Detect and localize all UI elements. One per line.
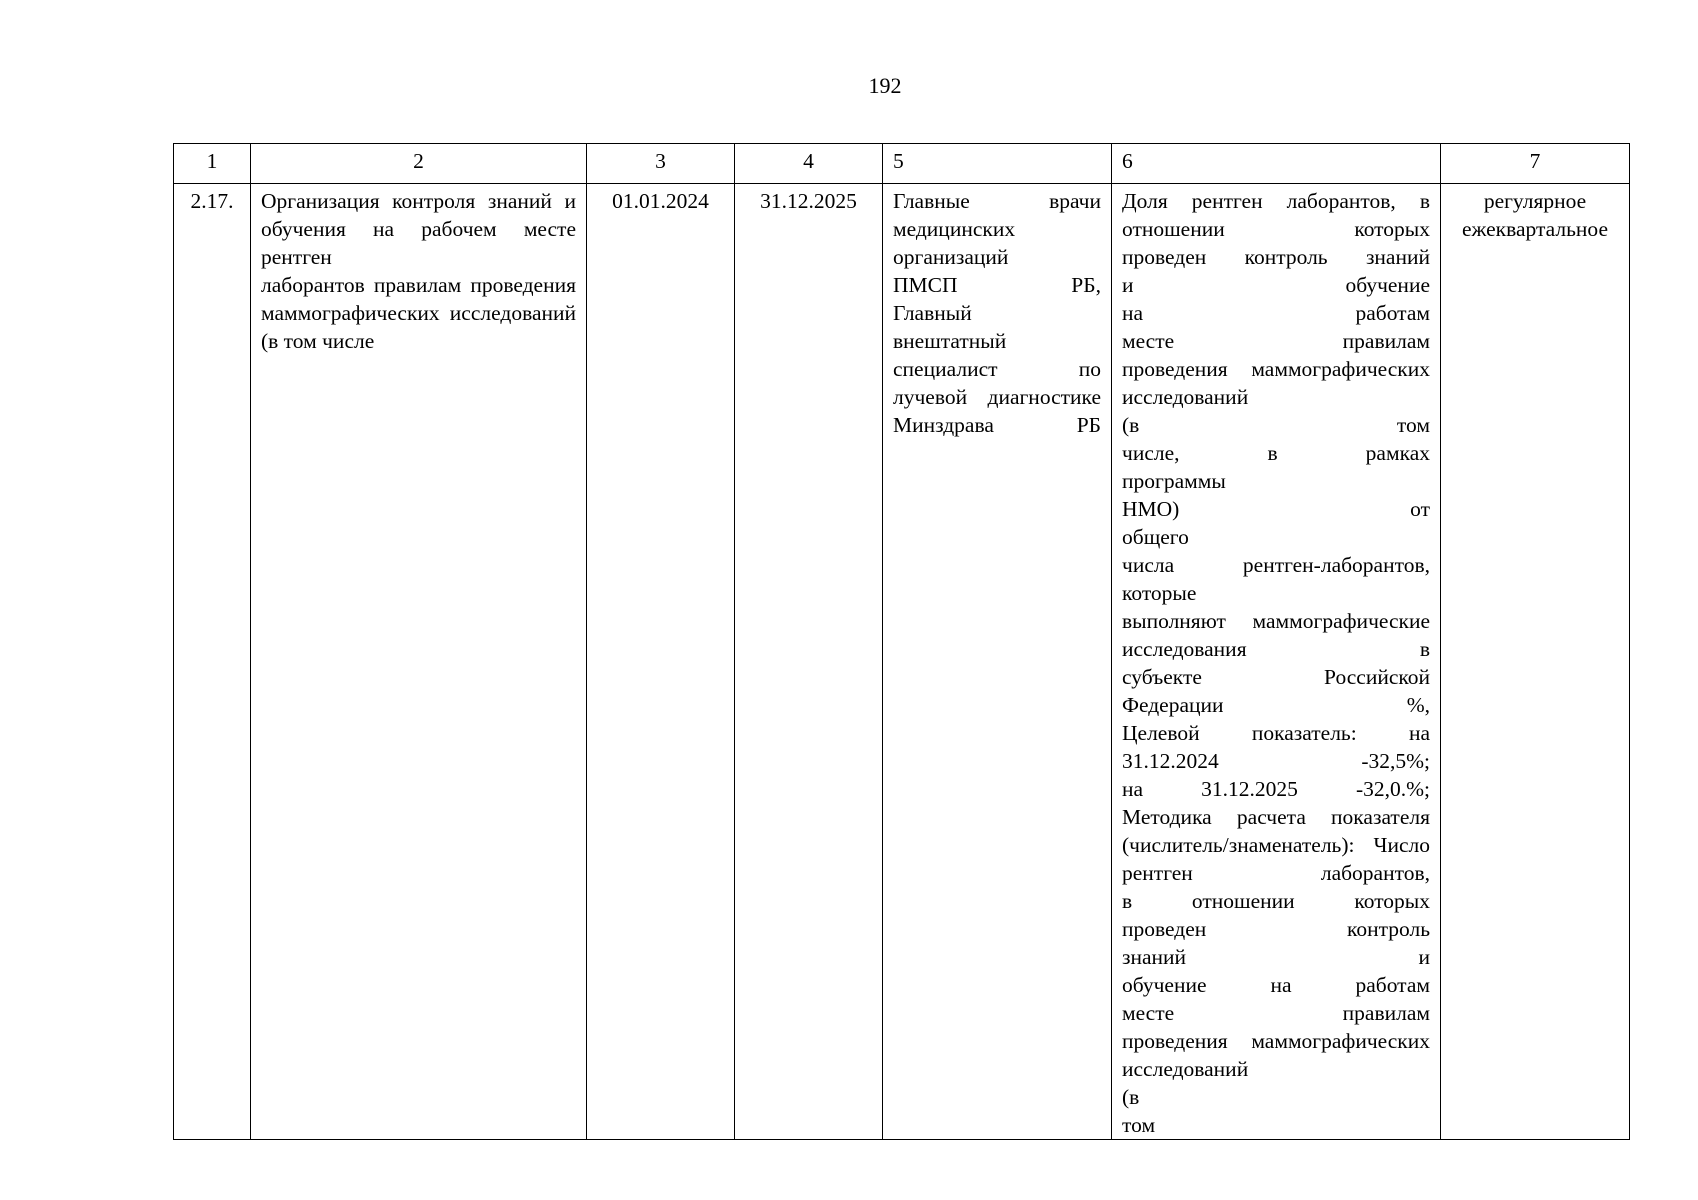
text-line: месте правилам [1122, 1001, 1430, 1025]
text-line: числе, в рамках [1122, 441, 1430, 465]
text-line: знаний и [1122, 945, 1430, 969]
text-line: Главные врачи [893, 189, 1101, 213]
text-line: маммографических исследований [261, 301, 576, 325]
periodicity-cell: регулярное ежеквартальное [1441, 184, 1630, 1140]
text-line: числа рентген-лаборантов, которые [1122, 553, 1430, 605]
text-line: проведен контроль [1122, 917, 1430, 941]
text-line: лучевой диагностике [893, 385, 1101, 409]
text-line: том [1122, 1113, 1156, 1137]
text-line: медицинских [893, 217, 1016, 241]
page-number: 192 [868, 73, 902, 98]
column-header-5: 5 [883, 144, 1112, 184]
activity-cell [251, 184, 587, 1140]
text-line: на работам [1122, 301, 1430, 325]
column-header-4: 4 [735, 144, 883, 184]
column-header-7: 7 [1441, 144, 1630, 184]
table-row [174, 184, 1630, 1140]
text-line: (в том числе [261, 329, 375, 353]
text-line: внештатный [893, 329, 1007, 353]
text-line: отношении которых [1122, 217, 1430, 241]
activities-table [173, 143, 1630, 1140]
text-line: специалист по [893, 357, 1101, 381]
text-line: лаборантов правилам проведения [261, 273, 576, 297]
text-line: Минздрава РБ [893, 413, 1101, 437]
text-line: общего [1122, 525, 1189, 549]
text-line: (в том [1122, 413, 1430, 437]
text-line: (в [1122, 1085, 1140, 1109]
text-line: в отношении которых [1122, 889, 1430, 913]
text-line: и обучение [1122, 273, 1430, 297]
text-line: ПМСП РБ, [893, 273, 1101, 297]
start-date-cell: 01.01.2024 [587, 184, 735, 1140]
text-line: Методика расчета показателя [1122, 805, 1430, 829]
text-line: на 31.12.2025 -32,0.%; [1122, 777, 1430, 801]
text-line: Организация контроля знаний и обучения на рабочем месте рентген [261, 189, 576, 269]
column-header-1: 1 [174, 144, 251, 184]
text-line: Федерации %, [1122, 693, 1430, 717]
indicator-cell [1112, 184, 1441, 1140]
text-line: субъекте Российской [1122, 665, 1430, 689]
text-line: Целевой показатель: на [1122, 721, 1430, 745]
responsible-cell [883, 184, 1112, 1140]
row-number-cell: 2.17. [174, 184, 251, 1140]
text-line: месте правилам [1122, 329, 1430, 353]
text-line: проведения маммографических исследований [1122, 1029, 1430, 1081]
column-header-2: 2 [251, 144, 587, 184]
text-line: обучение на работам [1122, 973, 1430, 997]
text-line: выполняют маммографические [1122, 609, 1430, 633]
column-header-3: 3 [587, 144, 735, 184]
text-line: НМО) от [1122, 497, 1430, 521]
text-line: Доля рентген лаборантов, в [1122, 189, 1430, 213]
end-date-cell: 31.12.2025 [735, 184, 883, 1140]
text-line: рентген лаборантов, [1122, 861, 1430, 885]
text-line: организаций [893, 245, 1009, 269]
text-line: (числитель/знаменатель): Число [1122, 833, 1430, 857]
column-header-6: 6 [1112, 144, 1441, 184]
text-line: программы [1122, 469, 1226, 493]
text-line: исследования в [1122, 637, 1430, 661]
table-header-row [174, 144, 1630, 184]
text-line: Главный [893, 301, 972, 325]
text-line: 31.12.2024 -32,5%; [1122, 749, 1430, 773]
text-line: проведения маммографических исследований [1122, 357, 1430, 409]
text-line: проведен контроль знаний [1122, 245, 1430, 269]
